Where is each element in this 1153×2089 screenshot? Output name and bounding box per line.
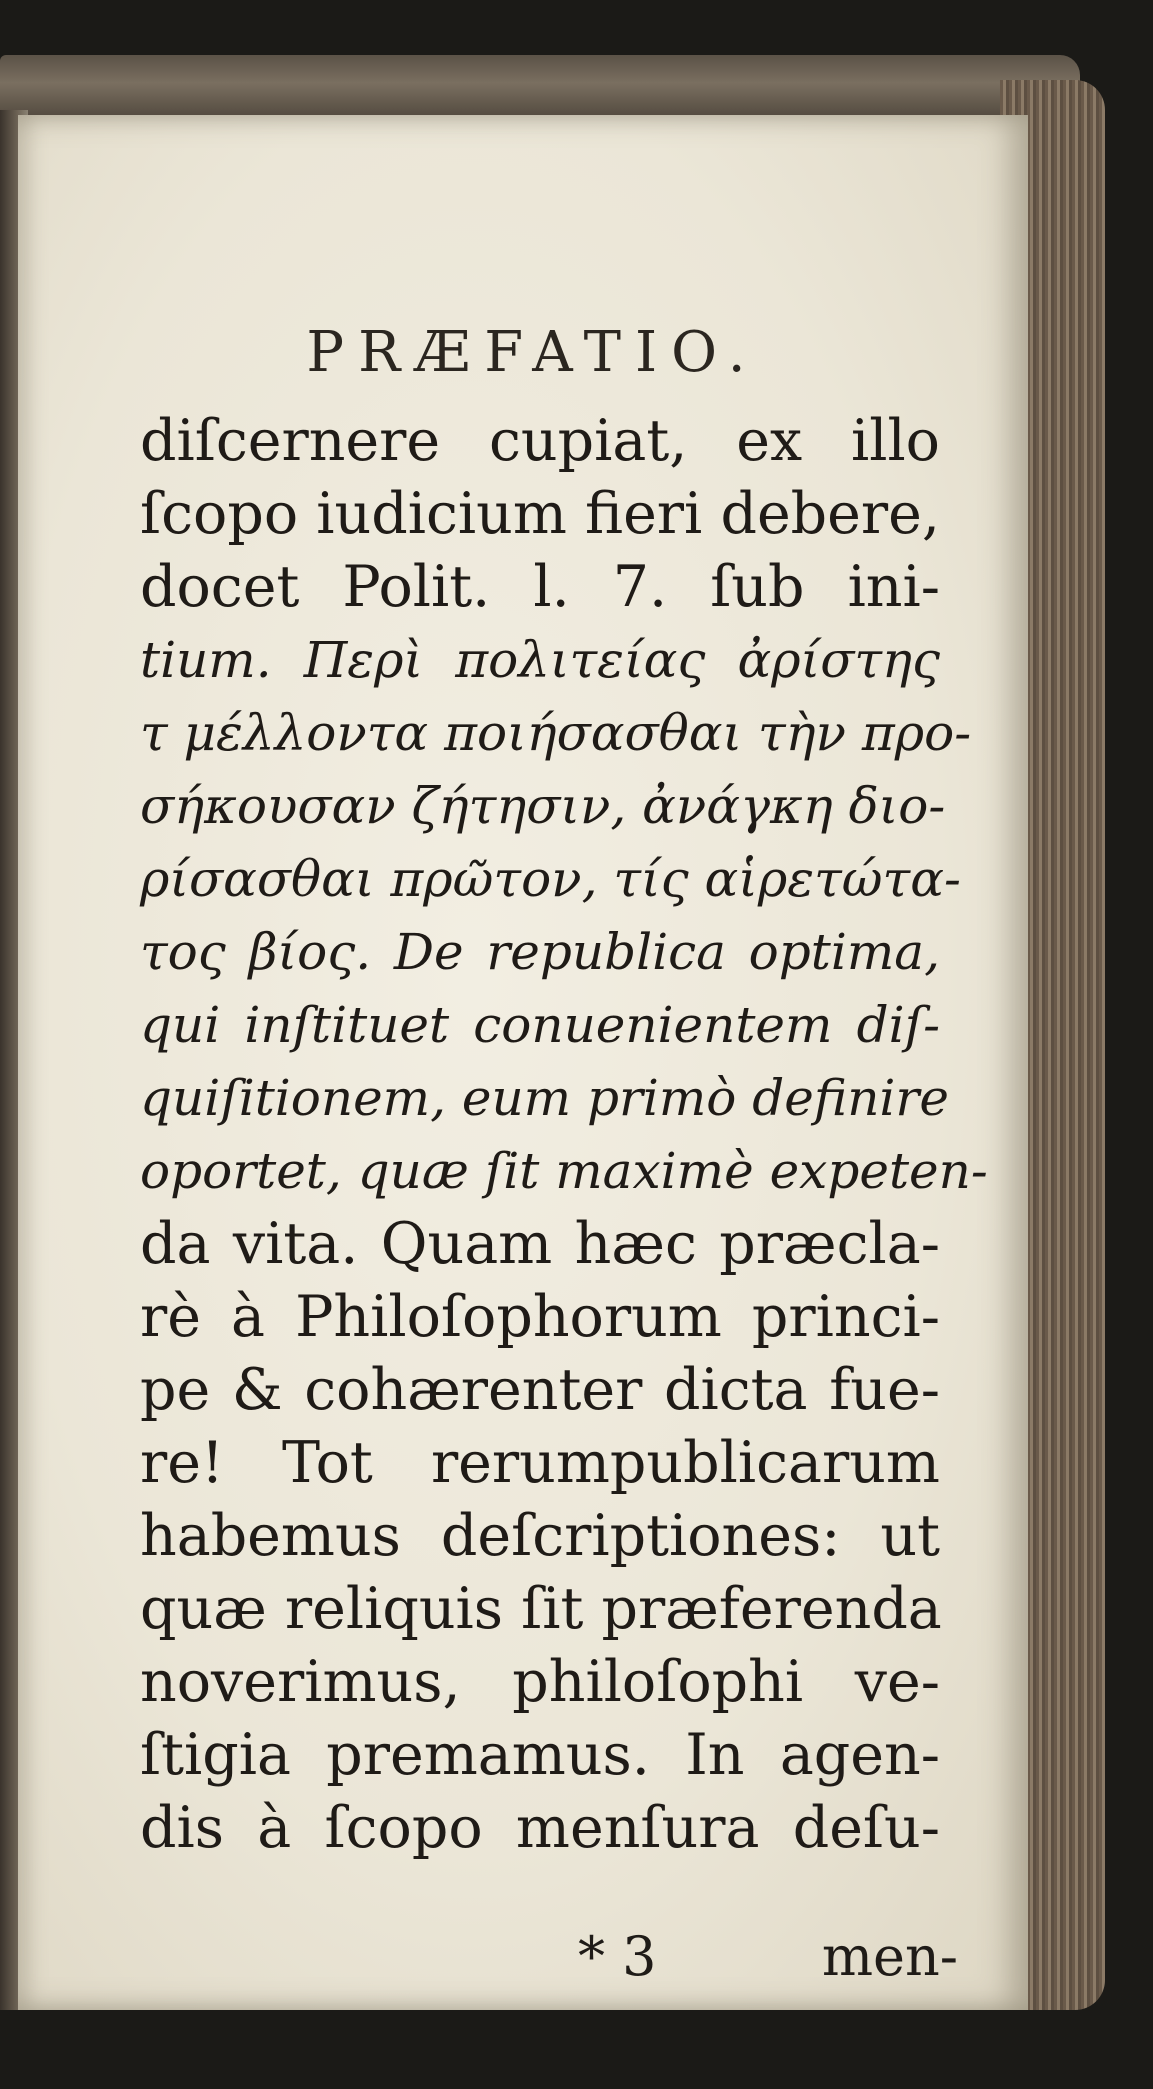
- italic-line: quiſitionem, eum primò definire: [140, 1069, 949, 1127]
- text-line: pe & cohærenter dicta fue-: [140, 1357, 940, 1423]
- running-head: PRÆFATIO.: [306, 320, 760, 385]
- text-line: da vita. Quam hæc præcla-: [140, 1211, 940, 1277]
- text-line: ſtigia premamus. In agen-: [140, 1722, 940, 1788]
- italic-line: oportet, quæ ſit maximè expeten-: [140, 1142, 988, 1200]
- text-line: habemus deſcriptiones: ut: [140, 1503, 940, 1569]
- text-line: dis à ſcopo menſura deſu-: [140, 1795, 940, 1861]
- text-line: noverimus, philoſophi ve-: [140, 1649, 940, 1715]
- text-line: diſcernere cupiat, ex illo: [140, 408, 940, 474]
- body-text: [140, 405, 988, 1865]
- text-line: re! Tot rerumpublicarum: [140, 1430, 940, 1496]
- text-line: docet Polit. l. 7. ſub ini-: [140, 554, 940, 620]
- greek-line: tium. Περὶ πολιτείας ἀρίστης: [140, 631, 940, 689]
- italic-line: τος βίος. De republica optima,: [140, 923, 940, 981]
- text-line: rè à Philoſophorum princi-: [140, 1284, 940, 1350]
- greek-line: σήκουσαν ζήτησιν, ἀνάγκη διο-: [140, 777, 946, 835]
- greek-line: τ μέλλοντα ποιήσασθαι τὴν προ-: [140, 704, 972, 762]
- signature-mark: * 3: [578, 1925, 657, 1988]
- text-line: ſcopo iudicium fieri debere,: [140, 481, 940, 547]
- italic-line: qui inſtituet conuenientem diſ-: [140, 996, 940, 1054]
- catchword: men-: [821, 1925, 958, 1988]
- book-page: [18, 115, 1028, 2010]
- greek-line: ρίσασθαι πρῶτον, τίς αἱρετώτα-: [140, 850, 961, 908]
- text-line: quæ reliquis ſit præferenda: [140, 1576, 942, 1642]
